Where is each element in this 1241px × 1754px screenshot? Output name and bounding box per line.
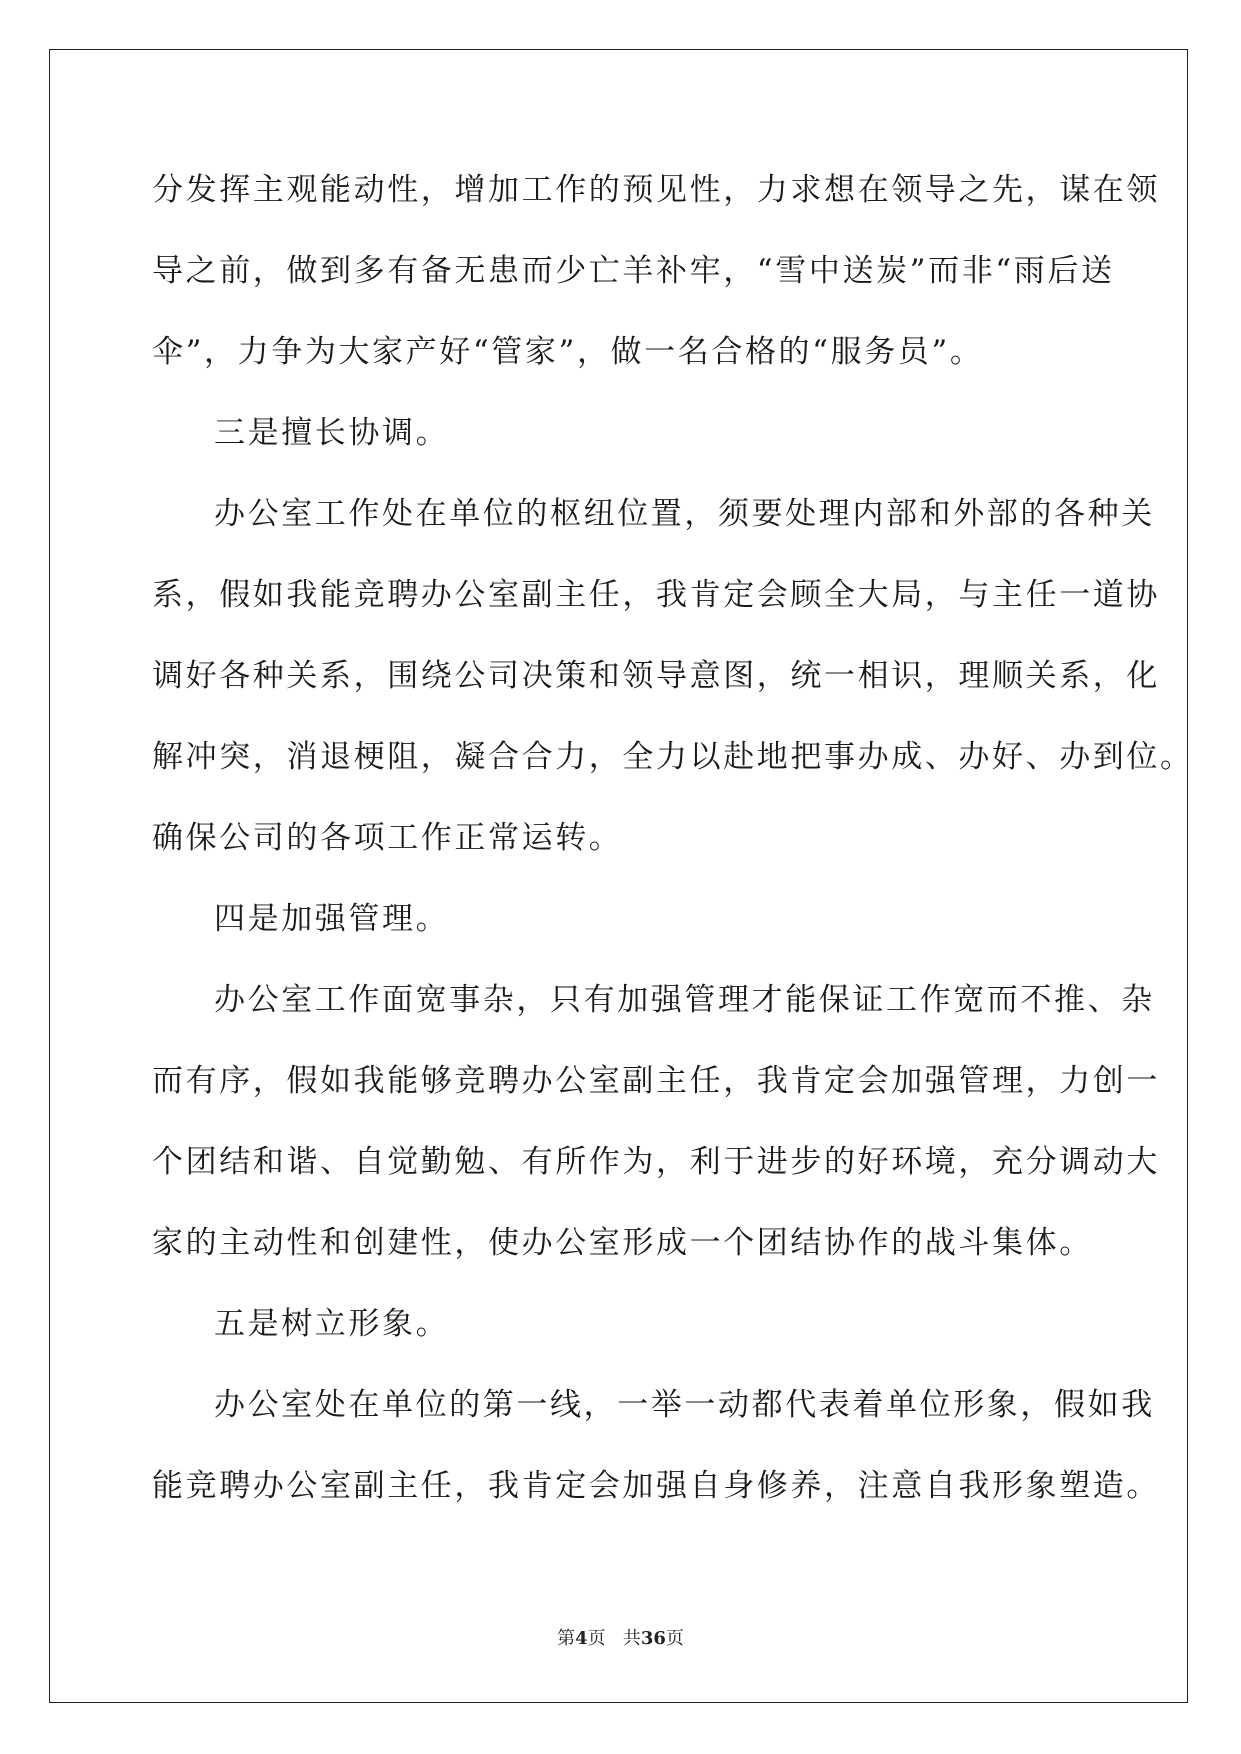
paragraph-image [152, 1365, 1160, 1527]
paragraph-continued [152, 150, 1160, 393]
total-prefix: 共 [622, 1628, 641, 1649]
text-line: 办公室工作处在单位的枢纽位置，须要处理内部和外部的各种关 [214, 496, 1155, 532]
page-prefix: 第 [557, 1628, 576, 1649]
heading-image [152, 1284, 1112, 1365]
page-suffix: 页 [587, 1628, 606, 1649]
text-line: 确保公司的各项工作正常运转。 [152, 820, 623, 856]
page-footer [0, 1624, 1241, 1650]
text-line: 而有序，假如我能够竞聘办公室副主任，我肯定会加强管理，力创一 [152, 1063, 1160, 1099]
document-body [152, 150, 1194, 1527]
text-line: 个团结和谐、自觉勤勉、有所作为，利于进步的好环境，充分调动大 [152, 1144, 1160, 1180]
section-heading: 三是擅长协调。 [214, 415, 450, 451]
page-number: 4 [575, 1628, 588, 1649]
section-heading: 四是加强管理。 [214, 901, 450, 937]
section-heading: 五是树立形象。 [214, 1306, 450, 1342]
heading-coordination [152, 393, 1112, 474]
text-line: 伞”，力争为大家产好“管家”，做一名合格的“服务员”。 [152, 334, 984, 370]
text-line: 导之前，做到多有备无患而少亡羊补牢，“雪中送炭”而非“雨后送 [152, 253, 1115, 289]
heading-management [152, 879, 1112, 960]
text-line: 解冲突，消退梗阻，凝合合力，全力以赴地把事办成、办好、办到位。 [152, 739, 1194, 775]
text-line: 家的主动性和创建性，使办公室形成一个团结协作的战斗集体。 [152, 1225, 1093, 1261]
total-pages: 36 [640, 1628, 666, 1649]
text-line: 系，假如我能竞聘办公室副主任，我肯定会顾全大局，与主任一道协 [152, 577, 1160, 613]
text-line: 能竞聘办公室副主任，我肯定会加强自身修养，注意自我形象塑造。 [152, 1468, 1160, 1504]
text-line: 调好各种关系，围绕公司决策和领导意图，统一相识，理顺关系，化 [152, 658, 1160, 694]
text-line: 分发挥主观能动性，增加工作的预见性，力求想在领导之先，谋在领 [152, 172, 1160, 208]
total-suffix: 页 [665, 1628, 684, 1649]
text-line: 办公室处在单位的第一线，一举一动都代表着单位形象，假如我 [214, 1387, 1155, 1423]
paragraph-management [152, 960, 1160, 1284]
paragraph-coordination [152, 474, 1194, 879]
text-line: 办公室工作面宽事杂，只有加强管理才能保证工作宽而不推、杂 [214, 982, 1155, 1018]
